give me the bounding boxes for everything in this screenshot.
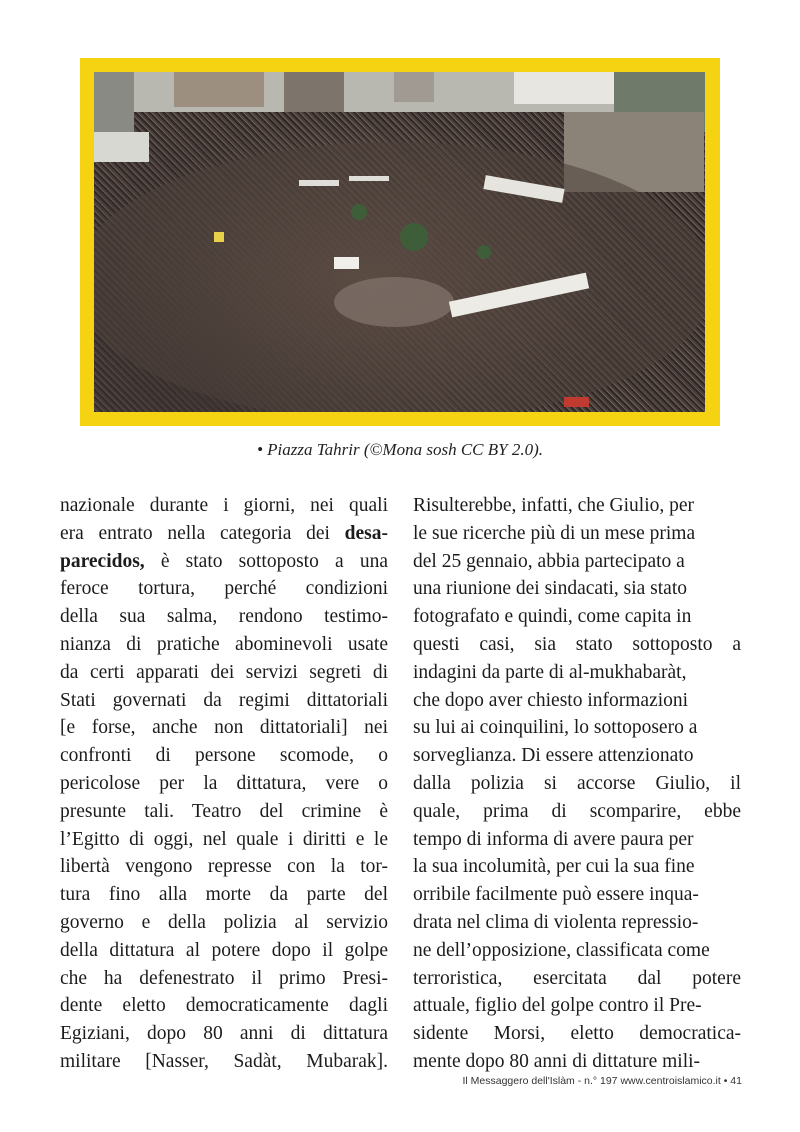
text-line: era entrato nella categoria dei desa- [60,522,388,544]
text-line: Egiziani, dopo 80 anni di dittatura [60,1023,388,1045]
text-line: mente dopo 80 anni di dittature mili- [413,1050,701,1072]
text-line: dente eletto democraticamente dagli [60,995,388,1017]
text-line: che dopo aver chiesto informazioni [413,689,689,711]
text-line: questi casi, sia stato sottoposto a [413,633,741,655]
page-footer: Il Messaggero dell'Islàm - n.° 197 www.centroislamico.it • 41 [462,1075,742,1087]
text-line: tempo di informa di avere paura per [413,828,694,850]
text-line: della dittatura al potere dopo il golpe [60,939,388,961]
text-line: nianza di pratiche abominevoli usate [60,633,388,655]
photo-caption: • Piazza Tahrir (©Mona sosh CC BY 2.0). [256,440,544,459]
text-line: libertà vengono represse con la tor- [60,856,388,878]
photo-illustration [94,72,705,412]
bold-term: parecidos, [60,550,145,572]
text-line: del 25 gennaio, abbia partecipato a [413,550,685,572]
text-line: sorveglianza. Di essere attenzionato [413,745,694,767]
left-column [60,492,388,1076]
text-line: sidente Morsi, eletto democratica- [413,1023,741,1045]
text-line: Stati governati da regimi dittatoriali [60,689,388,711]
text-line: confronti di persone scomode, o [60,745,388,767]
text-line: le sue ricerche più di un mese prima [413,522,696,544]
text-line: attuale, figlio del golpe contro il Pre- [413,995,702,1017]
text-line: governo e della polizia al servizio [60,911,388,933]
text-line: terroristica, esercitata dal potere [413,967,741,989]
bold-term: desa- [344,522,388,544]
text-line: l’Egitto di oggi, nel quale i diritti e le [60,828,388,850]
text-line: drata nel clima di violenta repressio- [413,911,699,933]
text-line: quale, prima di scomparire, ebbe [413,800,741,822]
text-line: feroce tortura, perché condizioni [60,578,388,600]
text-line: presunte tali. Teatro del crimine è [60,800,388,822]
text-line: orribile facilmente può essere inqua- [413,884,699,906]
text-line: ne dell’opposizione, classificata come [413,939,710,961]
text-line: della sua salma, rendono testimo- [60,606,388,628]
text-line: dalla polizia si accorse Giulio, il [413,772,741,794]
tahrir-square-photo [94,72,705,412]
text-line: la sua incolumità, per cui la sua fine [413,856,695,878]
text-line: nazionale durante i giorni, nei quali [60,495,388,516]
right-column [413,492,741,1076]
text-line: [e forse, anche non dittatoriali] nei [60,717,388,739]
text-line: fotografato e quindi, come capita in [413,606,692,628]
text-line: parecidos, è stato sottoposto a una [60,550,388,572]
photo-frame [80,58,720,426]
text-line: indagini da parte di al-mukhabaràt, [413,661,687,683]
text-line: su lui ai coinquilini, lo sottoposero a [413,717,698,739]
text-line: Risulterebbe, infatti, che Giulio, per [413,495,695,516]
text-line: militare [Nasser, Sadàt, Mubarak]. [60,1050,388,1072]
text-line: che ha defenestrato il primo Presi- [60,967,388,989]
text-line: una riunione dei sindacati, sia stato [413,578,688,600]
text-line: pericolose per la dittatura, vere o [60,772,388,794]
text-line: tura fino alla morte da parte del [60,884,388,906]
text-line: da certi apparati dei servizi segreti di [60,661,388,683]
